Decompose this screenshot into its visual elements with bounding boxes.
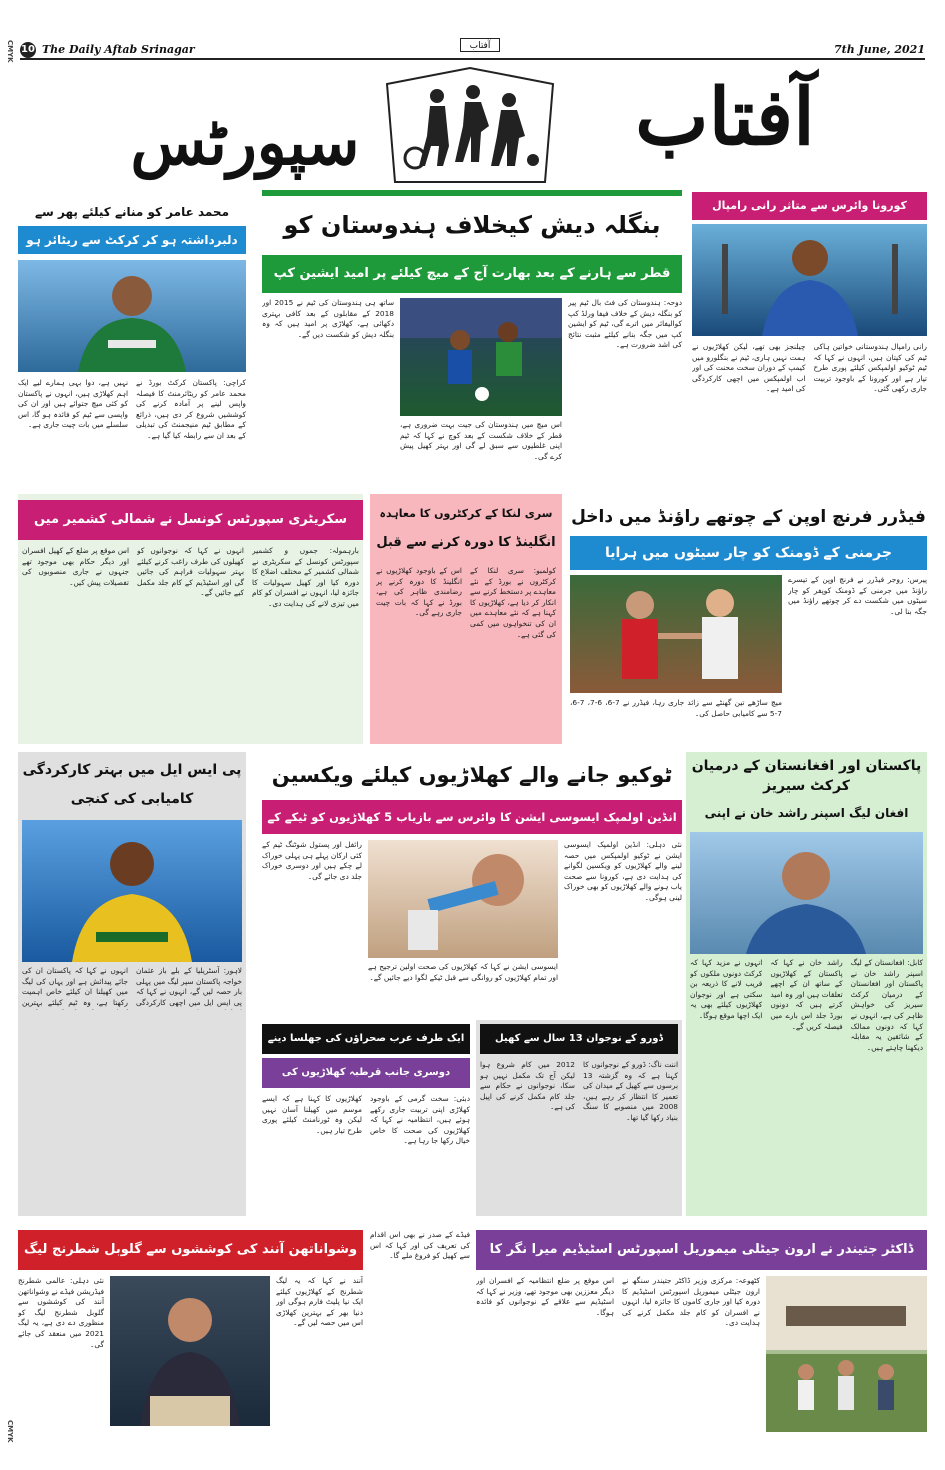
federer-headline: فیڈرر فرنچ اوپن کے چوتھے راؤنڈ میں داخل xyxy=(571,507,926,527)
federer-body-right xyxy=(788,575,927,740)
rani-column-2: چیلنجز بھی تھے، لیکن کھلاڑیوں نے ہمت نہیں ہاری، ٹیم نے بنگلورو میں کیمپ کے دوران سخت محنت کی اور اب اولمپکس میں اچھی کارکردگی کی امید ہے۔ xyxy=(692,342,806,394)
srilanka-column-1: کولمبو: سری لنکا کے کرکٹروں نے بورڈ کے نئے معاہدے پر دستخط کرنے سے انکار کر دیا ہے، کھلاڑیوں کا کہنا ہے کہ نئے معاہدے میں ان کی تنخواہوں میں کمی کی گئی ہے۔ xyxy=(470,566,556,639)
dooru-body xyxy=(480,1060,678,1212)
dooru-column-1: اننت ناگ: ڈورو کے نوجوانوں کا کہنا ہے کہ وہ گزشتہ 13 برسوں سے کھیل کے میدان کی تعمیر کا انتظار کر رہے ہیں، 2008 میں منصوبے کا سنگ بنیاد رکھا گیا تھا۔ xyxy=(583,1060,678,1122)
tokyo-body-left xyxy=(262,840,362,1012)
sports-council-column-3: اس موقع پر ضلع کے کھیل افسران اور دیگر حکام بھی موجود تھے جنہوں نے جاری منصوبوں کی تفصیلات پیش کیں۔ xyxy=(22,546,129,587)
qurtuba-column-2: کھلاڑیوں کا کہنا ہے کہ ایسے موسم میں کھیلنا آسان نہیں لیکن وہ ٹورنامنٹ کیلئے پوری طرح تیار ہیں۔ xyxy=(262,1094,362,1135)
jitendra-headline: ڈاکٹر جتیندر نے ارون جیٹلی میموریل اسپورٹس اسٹیڈیم میرا نگر کا xyxy=(476,1230,927,1270)
cmyk-marks-bottom: CMYK xyxy=(6,1420,14,1443)
qurtuba-subheadline: دوسری جانب قرطبہ کھلاڑیوں کی xyxy=(262,1058,470,1088)
rashid-column-1: کابل: افغانستان کے لیگ اسپنر راشد خان نے پاکستان اور افغانستان کے درمیان کرکٹ سیریز کی خواہش ظاہر کی ہے، انہوں نے کہا کہ دونوں ممالک کے شائقین یہ مقابلہ دیکھنا چاہتے ہیں۔ xyxy=(850,958,923,1052)
amir-photo xyxy=(18,260,246,372)
amir-subheadline: دلبرداشتہ ہو کر کرکٹ سے ریٹائر ہو xyxy=(18,226,246,254)
page-header-bar xyxy=(20,42,925,60)
publication-name: The Daily Aftab Srinagar xyxy=(42,43,195,56)
federer-column-1: پیرس: روجر فیڈرر نے فرنچ اوپن کے تیسرے راؤنڈ میں جرمنی کے ڈومنک کوپفر کو چار سیٹوں میں شکست دے کر چوتھے راؤنڈ میں جگہ بنا لی۔ xyxy=(788,575,927,616)
tokyo-headline: ٹوکیو جانے والے کھلاڑیوں کیلئے ویکسین xyxy=(271,763,673,787)
masthead-aftab: آفتاب xyxy=(635,72,815,163)
srilanka-column-2: اس کے باوجود کھلاڑیوں نے انگلینڈ کا دورہ کرنے پر رضامندی ظاہر کی ہے، بورڈ نے کہا کہ بات چیت جاری رہے گی۔ xyxy=(376,566,462,618)
amir-column-2: نہیں ہے، دوا بہی ہمارے لیے ایک اہم کھلاڑی ہیں، انہوں نے پاکستان کو کئی میچ جتوائے ہیں اور ان کی واپسی سے ٹیم کو فائدہ ہو گا، اس سلسلے میں بات چیت جاری ہے۔ xyxy=(18,378,128,430)
dooru-column-2: 2012 میں کام شروع ہوا لیکن آج تک مکمل نہیں ہو سکا، نوجوانوں نے حکام سے جلد کام مکمل کرنے کی اپیل کی ہے۔ xyxy=(480,1060,575,1112)
tokyo-column-3: رائفل اور پستول شوٹنگ ٹیم کے کئی ارکان پہلے ہی پہلی خوراک لے چکے ہیں اور دوسری خوراک جلد دی جائے گی۔ xyxy=(262,840,362,881)
jitendra-body xyxy=(476,1276,760,1432)
sports-council-body xyxy=(22,546,359,740)
bangladesh-subheadline: قطر سے ہارنے کے بعد بھارت آج کے میچ کیلئے پر امید ایشین کپ xyxy=(262,255,682,293)
chess-photo xyxy=(110,1276,270,1426)
bangladesh-headline: بنگلہ دیش کیخلاف ہندوستان کو xyxy=(283,211,661,239)
tokyo-body-center xyxy=(368,962,558,1012)
rashid-photo xyxy=(690,832,923,954)
dooru-headline: ڈورو کے نوجوان 13 سال سے کھیل xyxy=(480,1024,678,1054)
bangladesh-column-3: ساتھ ہی ہندوستان کی ٹیم نے 2015 اور 2018 کے مقابلوں کے بعد کافی بہتری دکھائی ہے، کھلاڑی پر امید ہیں کہ وہ بنگلہ دیش کو شکست دیں گے۔ xyxy=(262,298,394,339)
tokyo-subheadline: انڈین اولمپک ایسوسی ایشن کا وائرس سے بازیاب 5 کھلاڑیوں کو ٹیکے کے xyxy=(262,800,682,834)
jitendra-column-1: کٹھوعہ: مرکزی وزیر ڈاکٹر جتیندر سنگھ نے ارون جیٹلی میموریل اسپورٹس اسٹیڈیم کا دورہ کیا اور جاری کاموں کا جائزہ لیا، انہوں نے افسران کو کام جلد مکمل کرنے کی ہدایت دی۔ xyxy=(622,1276,760,1328)
srilanka-body xyxy=(376,566,556,740)
usman-body xyxy=(22,966,242,1010)
bangladesh-rule xyxy=(262,190,682,196)
chess-body-far xyxy=(370,1230,470,1432)
tokyo-photo xyxy=(368,840,558,958)
chess-body-left xyxy=(18,1276,104,1432)
federer-subheadline: جرمنی کے ڈومنک کو چار سیٹوں میں ہرایا xyxy=(570,536,927,570)
srilanka-subheadline: انگلینڈ کا دورہ کرنے سے قبل xyxy=(376,535,556,550)
bangladesh-body-center xyxy=(400,420,562,488)
tokyo-column-1: نئی دہلی: انڈین اولمپک ایسوسی ایشن نے ٹوکیو اولمپکس میں حصہ لینے والے کھلاڑیوں کو ویکسین لگوانے کی ہدایت دی ہے، کورونا سے صحت یاب ہونے والے کھلاڑیوں کو بھی خوراک لینی ہوگی۔ xyxy=(564,840,682,902)
tokyo-column-2: ایسوسی ایشن نے کہا کہ کھلاڑیوں کی صحت اولین ترجیح ہے اور تمام کھلاڑیوں کو روانگی سے قبل ٹیکے لگوا دیے جائیں گے۔ xyxy=(368,962,558,982)
usman-section-continued xyxy=(18,1014,246,1216)
sports-silhouettes-logo xyxy=(385,66,555,184)
sports-council-column-2: انہوں نے کہا کہ نوجوانوں کو کھیلوں کی طرف راغب کرنے کیلئے بہتر سہولیات فراہم کی جائیں گی اور اسٹیڈیم کے کام جلد مکمل کیے جائیں گے۔ xyxy=(137,546,244,598)
tokyo-body-right xyxy=(564,840,682,1012)
rani-photo xyxy=(692,224,927,336)
jitendra-column-2: اس موقع پر ضلع انتظامیہ کے افسران اور دیگر معززین بھی موجود تھے، وزیر نے کہا کہ اسٹیڈیم سے علاقے کے نوجوانوں کو فائدہ ہوگا۔ xyxy=(476,1276,614,1317)
rashid-column-3: انہوں نے مزید کہا کہ کرکٹ دونوں ملکوں کو قریب لانے کا ذریعہ بن سکتی ہے اور نوجوان کھلاڑیوں کیلئے بھی یہ ایک اچھا موقع ہوگا۔ xyxy=(690,958,763,1020)
rashid-column-2: راشد خان نے کہا کہ پاکستان کے کھلاڑیوں کے ساتھ ان کے اچھے تعلقات ہیں اور وہ امید کرتے ہیں کہ دونوں بورڈ جلد اس بارے میں فیصلہ کریں گے۔ xyxy=(770,958,843,1031)
usman-column-2: انہوں نے کہا کہ پاکستان ان کی جائے پیدائش ہے اور یہاں کی لیگ میں کھیلنا ان کیلئے خاص اہمیت رکھتا ہے، وہ ٹیم کیلئے بہترین xyxy=(22,966,128,1007)
amir-headline: محمد عامر کو منانے کیلئے پھر سے xyxy=(34,205,230,219)
rani-body xyxy=(692,342,927,488)
chess-body-right xyxy=(276,1276,363,1432)
mini-logo: آفتاب xyxy=(460,38,500,52)
usman-headline-block xyxy=(22,756,242,814)
rashid-body xyxy=(690,958,923,1212)
masthead-sports: سپورٹس xyxy=(130,106,360,179)
chess-column-3: فیڈے کے صدر نے بھی اس اقدام کی تعریف کی اور کہا کہ اس سے کھیل کو فروغ ملے گا۔ xyxy=(370,1230,470,1261)
chess-headline: وشواناتھن آنند کی کوششوں سے گلوبل شطرنج لیگ xyxy=(18,1230,363,1270)
qurtuba-column-1: دبئی: سخت گرمی کے باوجود کھلاڑی اپنی تربیت جاری رکھے ہوئے ہیں، انتظامیہ نے کہا کہ کھلاڑیوں کی صحت کا خاص خیال رکھا جا رہا ہے۔ xyxy=(370,1094,470,1146)
rashid-headline: پاکستان اور افغانستان کے درمیان کرکٹ سیریز xyxy=(691,758,922,794)
rani-headline: کورونا وائرس سے متاثر رانی رامپال xyxy=(692,192,927,220)
page-number: 10 xyxy=(20,42,36,58)
rani-column-1: رانی رامپال ہندوستانی خواتین ہاکی ٹیم کی کپتان ہیں، انہوں نے کہا کہ ٹیم ٹوکیو اولمپکس کیلئے پوری طرح تیار ہے اور کورونا کے باوجود تربیت جاری رکھی گئی۔ xyxy=(813,342,927,394)
federer-body-bottom xyxy=(570,698,782,740)
usman-photo xyxy=(22,820,242,962)
qurtuba-headline: ایک طرف عرب صحراؤں کی جھلسا دینے xyxy=(262,1024,470,1054)
usman-headline: پی ایس ایل میں بہتر کارکردگی کامیابی کی کنجی xyxy=(22,762,242,807)
srilanka-headline: سری لنکا کے کرکٹروں کا معاہدہ xyxy=(379,507,553,520)
bangladesh-body-right xyxy=(568,298,682,488)
bangladesh-column-1: دوحہ: ہندوستان کی فٹ بال ٹیم پیر کو بنگلہ دیش کے خلاف فیفا ورلڈ کپ کوالیفائر میں اترے گی، ٹیم کو ایشین کپ میں جگہ بنانے کیلئے مثبت نتائج کی اشد ضرورت ہے۔ xyxy=(568,298,682,350)
usman-column-1: لاہور: آسٹریلیا کے بلے باز عثمان خواجہ پاکستان سپر لیگ میں پہلی بار حصہ لیں گے، انہوں نے کہا کہ پی ایس ایل میں اچھی کارکردگی xyxy=(136,966,242,1007)
bangladesh-body-left xyxy=(262,298,394,488)
sports-council-column-1: بارہمولہ: جموں و کشمیر سپورٹس کونسل کے سکریٹری نے شمالی کشمیر کے مختلف اضلاع کا دورہ کیا اور کھیل سہولیات کا جائزہ لیا، انہوں نے افسران کو کام میں تیزی لانے کی ہدایت دی۔ xyxy=(252,546,359,608)
sports-council-headline: سکریٹری سپورٹس کونسل نے شمالی کشمیر میں xyxy=(18,500,363,540)
federer-column-2: میچ ساڑھے تین گھنٹے سے زائد جاری رہا، فیڈرر نے 7-6، 6-7، 7-6، 7-5 سے کامیابی حاصل کی۔ xyxy=(570,698,782,718)
qurtuba-body xyxy=(262,1094,470,1212)
issue-date: 7th June, 2021 xyxy=(833,43,925,56)
chess-column-1: نئی دہلی: عالمی شطرنج فیڈریشن فیڈے نے وشواناتھن آنند کی کوششوں سے گلوبل شطرنج لیگ کو منظوری دے دی ہے، یہ لیگ 2021 میں منعقد کی جائے گی۔ xyxy=(18,1276,104,1349)
cmyk-marks-top: CMYK xyxy=(6,40,14,63)
jitendra-photo xyxy=(766,1276,927,1432)
bangladesh-column-2: اس میچ میں ہندوستان کی جیت بہت ضروری ہے، قطر کے خلاف شکست کے بعد کوچ نے کہا کہ ٹیم اپنی غلطیوں سے سبق لے گی اور بہتر کھیل پیش کرے گی۔ xyxy=(400,420,562,461)
chess-column-2: آنند نے کہا کہ یہ لیگ شطرنج کے کھلاڑیوں کیلئے ایک نیا پلیٹ فارم ہوگی اور دنیا بھر کے بہترین کھلاڑی اس میں حصہ لیں گے۔ xyxy=(276,1276,363,1328)
rashid-subheadline: افغان لیگ اسپنر راشد خان نے اپنی xyxy=(704,806,909,820)
federer-photo xyxy=(570,575,782,693)
bangladesh-photo xyxy=(400,298,562,416)
amir-body xyxy=(18,378,246,488)
amir-column-1: کراچی: پاکستان کرکٹ بورڈ نے محمد عامر کو ریٹائرمنٹ کا فیصلہ واپس لینے پر آمادہ کرنے کی کوششیں شروع کر دی ہیں، ذرائع کے مطابق ٹیم منیجمنٹ کی تبدیلی کے بعد ان سے رابطہ کیا گیا ہے۔ xyxy=(136,378,246,440)
